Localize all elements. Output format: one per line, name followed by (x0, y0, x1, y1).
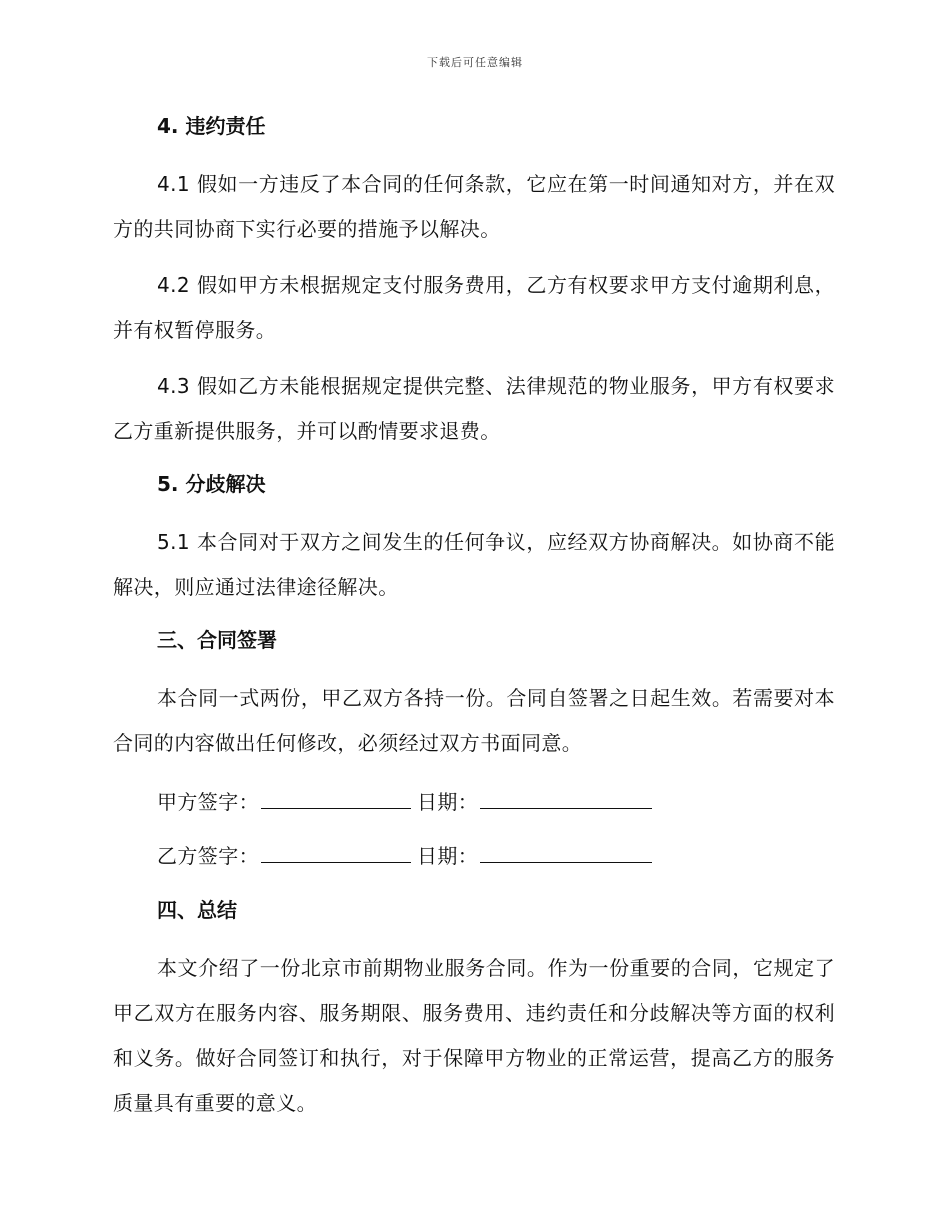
party-a-date-blank[interactable] (480, 790, 652, 809)
document-body (113, 110, 835, 1137)
party-b-label: 乙方签字： (157, 844, 259, 868)
section-heading-signing: 三、合同签署 (157, 628, 277, 652)
header-note: 下载后可任意编辑 (427, 56, 523, 69)
clause-4-1: 4.1 假如一方违反了本合同的任何条款，它应在第一时间通知对方，并在双方的共同协商下实行必要的措施予以解决。 (113, 172, 835, 241)
section-heading-dispute: 5. 分歧解决 (157, 472, 266, 496)
signing-paragraph: 本合同一式两份，甲乙双方各持一份。合同自签署之日起生效。若需要对本合同的内容做出任何修改，必须经过双方书面同意。 (113, 686, 835, 755)
section-heading-breach: 4. 违约责任 (157, 114, 266, 138)
party-b-signature-line (113, 840, 835, 872)
party-a-date-label: 日期： (417, 790, 479, 814)
clause-4-3: 4.3 假如乙方未能根据规定提供完整、法律规范的物业服务，甲方有权要求乙方重新提供服务，并可以酌情要求退费。 (113, 374, 835, 443)
party-a-label: 甲方签字： (157, 790, 259, 814)
party-b-date-blank[interactable] (480, 844, 652, 863)
party-a-signature-line (113, 786, 835, 818)
clause-5-1: 5.1 本合同对于双方之间发生的任何争议，应经双方协商解决。如协商不能解决，则应通过法律途径解决。 (113, 530, 835, 599)
party-b-date-label: 日期： (417, 844, 479, 868)
party-b-signature-blank[interactable] (261, 844, 411, 863)
section-heading-summary: 四、总结 (157, 898, 237, 922)
clause-4-2: 4.2 假如甲方未根据规定支付服务费用，乙方有权要求甲方支付逾期利息，并有权暂停服务。 (113, 273, 835, 342)
summary-paragraph: 本文介绍了一份北京市前期物业服务合同。作为一份重要的合同，它规定了甲乙双方在服务内容、服务期限、服务费用、违约责任和分歧解决等方面的权利和义务。做好合同签订和执行，对于保障甲方物业的正常运营，提高乙方的服务质量具有重要的意义。 (113, 956, 835, 1115)
party-a-signature-blank[interactable] (261, 790, 411, 809)
